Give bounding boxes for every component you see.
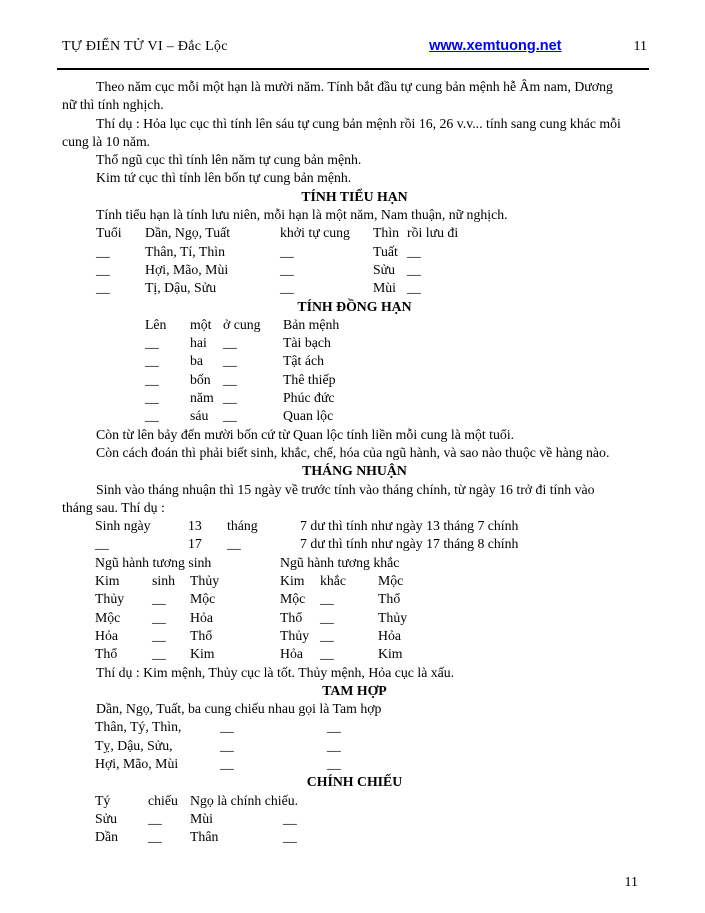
table-cell: __ [280, 261, 294, 277]
table-cell: 17 [188, 536, 202, 552]
table-cell: Phúc đức [283, 390, 335, 406]
table-cell: Thủy [190, 573, 220, 589]
table-row [62, 627, 647, 645]
table-cell: Mộc [95, 609, 121, 625]
table-cell: __ [227, 536, 241, 552]
body-line: cung là 10 năm. [62, 133, 151, 149]
table-cell: Ngũ hành tương khắc [280, 554, 400, 570]
table-cell: __ [220, 737, 234, 753]
table-cell: Thủy [95, 591, 125, 607]
table-row [62, 737, 647, 755]
body-line: Dần, Ngọ, Tuất, ba cung chiếu nhau gọi là Tam hợp [96, 701, 382, 717]
book-title: TỰ ĐIỂN TỬ VI – Đắc Lộc [62, 39, 228, 54]
table-cell: khởi tự cung [280, 225, 350, 241]
table-cell: Ngũ hành tương sinh [95, 554, 212, 570]
table-row [62, 590, 647, 608]
table-cell: __ [327, 755, 341, 771]
table-cell: __ [145, 335, 159, 351]
body-line: tháng sau. Thí dụ : [62, 499, 165, 515]
table-cell: __ [148, 810, 162, 826]
table-cell: __ [145, 390, 159, 406]
table-cell: __ [145, 353, 159, 369]
table-cell: Tý [95, 792, 111, 808]
table-cell: Hợi, Mão, Mùi [95, 755, 179, 771]
table-row [62, 572, 647, 590]
header-divider [57, 68, 649, 70]
table-row [62, 554, 647, 572]
table-cell: Tài bạch [283, 335, 331, 351]
table-cell: __ [148, 829, 162, 845]
table-cell: hai [190, 335, 207, 351]
table-row [62, 718, 647, 736]
table-cell: Thê thiếp [283, 371, 336, 387]
table-cell: Mộc [378, 573, 404, 589]
table-cell: Mộc [280, 591, 306, 607]
table-row [62, 535, 647, 553]
footer-page-number: 11 [624, 875, 638, 890]
table-cell: __ [283, 810, 297, 826]
table-cell: Tuất [373, 243, 398, 259]
table-cell: __ [223, 335, 237, 351]
table-cell: __ [223, 390, 237, 406]
body-line: Thí dụ : Kim mệnh, Thủy cục là tốt. Thủy mệnh, Hỏa cục là xấu. [96, 664, 455, 680]
table-cell: 13 [188, 518, 202, 534]
table-cell: __ [283, 829, 297, 845]
body-line: nữ thì tính nghịch. [62, 97, 164, 113]
table-cell: Thân, Tý, Thìn, [95, 719, 182, 735]
table-cell: Kim [95, 573, 120, 589]
table-cell: Thân, Tí, Thìn [145, 243, 225, 259]
table-cell: khắc [320, 573, 347, 589]
table-cell: Mùi [190, 810, 213, 826]
table-cell: bốn [190, 371, 211, 387]
table-row [62, 810, 647, 828]
table-row [62, 334, 647, 352]
table-cell: __ [145, 371, 159, 387]
body-line: Thí dụ : Hỏa lục cục thì tính lên sáu tự cung bản mệnh rồi 16, 26 v.v... tính sang cung khác mỗi [96, 115, 621, 131]
table-row [62, 352, 647, 370]
table-cell: Thổ [378, 591, 401, 607]
table-cell: Tuổi [96, 225, 122, 241]
header-page-number: 11 [633, 39, 647, 54]
table-cell: Quan lộc [283, 408, 334, 424]
table-cell: __ [220, 719, 234, 735]
table-cell: Mùi [373, 280, 396, 296]
page-content [62, 78, 647, 846]
table-cell: Kim [280, 573, 305, 589]
table-cell: Ngọ là chính chiếu. [190, 792, 299, 808]
table-row [62, 389, 647, 407]
table-row [62, 371, 647, 389]
table-cell: Sinh ngày [95, 518, 151, 534]
table-cell: rồi lưu đi [407, 225, 459, 241]
table-cell: Hỏa [95, 627, 118, 643]
body-line: Còn từ lên bảy đến mười bốn cứ từ Quan lộc tính liền mỗi cung là một tuổi. [96, 426, 515, 442]
table-cell: Tỵ, Dậu, Sửu, [95, 737, 173, 753]
table-cell: __ [327, 737, 341, 753]
table-cell: Thổ [280, 609, 303, 625]
table-cell: sinh [152, 573, 175, 589]
table-row [62, 279, 647, 297]
table-cell: sáu [190, 408, 209, 424]
table-cell: __ [407, 261, 421, 277]
body-line: Theo năm cục mỗi một hạn là mười năm. Tính bắt đầu tự cung bản mệnh hễ Âm nam, Dương [96, 79, 613, 94]
table-cell: __ [152, 609, 166, 625]
page-header [62, 38, 647, 55]
table-cell: Dần [95, 829, 118, 845]
table-cell: Sửu [373, 261, 396, 277]
table-row [62, 792, 647, 810]
table-row [62, 517, 647, 535]
table-cell: __ [223, 408, 237, 424]
body-line: Kim tứ cục thì tính lên bốn tự cung bản mệnh. [96, 170, 352, 186]
table-row [62, 609, 647, 627]
table-cell: __ [96, 280, 110, 296]
table-cell: __ [320, 627, 334, 643]
table-cell: Lên [145, 316, 167, 332]
table-cell: __ [280, 243, 294, 259]
table-cell: __ [152, 627, 166, 643]
table-cell: Kim [190, 646, 215, 662]
table-cell: __ [152, 646, 166, 662]
section-heading-thang-nhuan: THÁNG NHUẬN [302, 463, 407, 479]
table-cell: Hợi, Mão, Mùi [145, 261, 229, 277]
table-cell: Thìn [373, 225, 400, 241]
table-row [62, 407, 647, 425]
table-row [62, 316, 647, 334]
body-line: Thổ ngũ cục thì tính lên năm tự cung bản mệnh. [96, 152, 362, 168]
website-link[interactable]: www.xemtuong.net [429, 38, 562, 54]
table-cell: chiếu [148, 792, 178, 808]
table-row [62, 755, 647, 773]
table-cell: __ [145, 408, 159, 424]
body-line: Sinh vào tháng nhuận thì 15 ngày về trước tính vào tháng chính, từ ngày 16 trở đi tính vào [96, 481, 595, 497]
table-cell: ở cung [223, 316, 261, 332]
body-line: Tính tiểu hạn là tính lưu niên, mỗi hạn là một năm, Nam thuận, nữ nghịch. [96, 207, 508, 223]
table-cell: __ [320, 591, 334, 607]
table-cell: Sửu [95, 810, 118, 826]
table-cell: tháng [227, 518, 258, 534]
table-cell: Tật ách [283, 353, 324, 369]
table-cell: __ [327, 719, 341, 735]
table-cell: Dần, Ngọ, Tuất [145, 225, 231, 241]
body-line: Còn cách đoán thì phải biết sinh, khắc, chế, hóa của ngũ hành, và sao nào thuộc về hàng nào. [96, 444, 610, 460]
table-cell: Tị, Dậu, Sửu [145, 280, 217, 296]
table-cell: 7 dư thì tính như ngày 17 tháng 8 chính [300, 536, 519, 552]
table-row [62, 261, 647, 279]
table-cell: Hỏa [190, 609, 213, 625]
section-heading-tam-hop: TAM HỢP [322, 682, 387, 698]
table-cell: Bản mệnh [283, 316, 340, 332]
table-cell: năm [190, 390, 214, 406]
table-cell: Hỏa [378, 627, 401, 643]
table-cell: Thân [190, 829, 219, 845]
table-cell: một [190, 316, 212, 332]
table-cell: Thủy [280, 627, 310, 643]
table-row [62, 243, 647, 261]
table-cell: Hỏa [280, 646, 303, 662]
table-cell: __ [320, 646, 334, 662]
table-cell: __ [407, 280, 421, 296]
table-cell: Thủy [378, 609, 408, 625]
section-heading-tinh-dong-han: TÍNH ĐỒNG HẠN [297, 298, 412, 314]
table-cell: __ [280, 280, 294, 296]
table-row [62, 645, 647, 663]
table-cell: __ [95, 536, 109, 552]
table-cell: __ [223, 371, 237, 387]
table-cell: __ [220, 755, 234, 771]
table-cell: Mộc [190, 591, 216, 607]
table-cell: Kim [378, 646, 403, 662]
table-cell: 7 dư thì tính như ngày 13 tháng 7 chính [300, 518, 519, 534]
table-row [62, 828, 647, 846]
table-cell: __ [407, 243, 421, 259]
table-cell: Thổ [95, 646, 118, 662]
table-row [62, 224, 647, 242]
table-cell: __ [152, 591, 166, 607]
section-heading-chinh-chieu: CHÍNH CHIẾU [306, 774, 403, 790]
table-cell: __ [320, 609, 334, 625]
section-heading-tinh-tieu-han: TÍNH TIỂU HẠN [301, 188, 408, 204]
table-cell: __ [96, 243, 110, 259]
table-cell: Thổ [190, 627, 213, 643]
table-cell: __ [96, 261, 110, 277]
table-cell: ba [190, 353, 204, 369]
table-cell: __ [223, 353, 237, 369]
